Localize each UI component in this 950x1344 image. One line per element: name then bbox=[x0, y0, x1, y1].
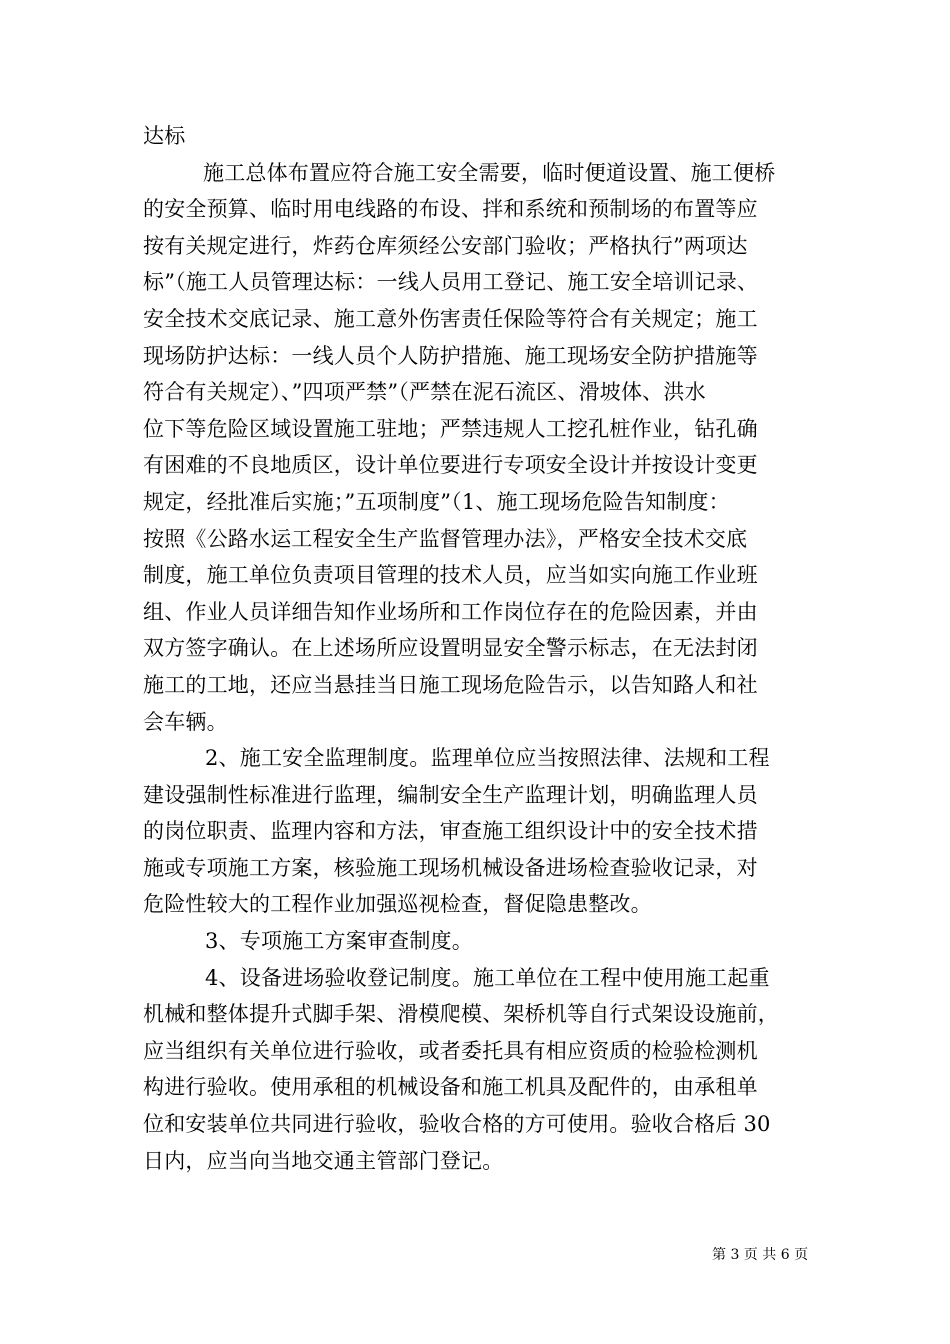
text-line: 日内，应当向当地交通主管部门登记。 bbox=[143, 1148, 504, 1173]
text-line: 安全技术交底记录、施工意外伤害责任保险等符合有关规定；施工 bbox=[143, 306, 758, 331]
text-line: 双方签字确认。在上述场所应设置明显安全警示标志，在无法封闭 bbox=[143, 636, 758, 661]
text-line: 应当组织有关单位进行验收，或者委托具有相应资质的检验检测机 bbox=[143, 1038, 758, 1063]
text-line: 施工的工地，还应当悬挂当日施工现场危险告示，以告知路人和社 bbox=[143, 672, 758, 697]
text-line: 的岗位职责、监理内容和方法，审查施工组织设计中的安全技术措 bbox=[143, 819, 758, 844]
page-footer: 第 3 页 共 6 页 bbox=[712, 1247, 809, 1263]
text-line: 会车辆。 bbox=[143, 709, 228, 734]
document-body bbox=[143, 118, 813, 1179]
text-line: 组、作业人员详细告知作业场所和工作岗位存在的危险因素，并由 bbox=[143, 599, 758, 624]
text-line: 的安全预算、临时用电线路的布设、拌和系统和预制场的布置等应 bbox=[143, 197, 758, 222]
text-line: 有困难的不良地质区，设计单位要进行专项安全设计并按设计变更 bbox=[143, 453, 758, 478]
text-line: 现场防护达标：一线人员个人防护措施、施工现场安全防护措施等 bbox=[143, 343, 758, 368]
text-line: 机械和整体提升式脚手架、滑模爬模、架桥机等自行式架设设施前， bbox=[143, 1002, 779, 1027]
text-line: 按有关规定进行，炸药仓库须经公安部门验收；严格执行”两项达 bbox=[143, 233, 748, 258]
text-line: 建设强制性标准进行监理，编制安全生产监理计划，明确监理人员 bbox=[143, 782, 758, 807]
text-line: 构进行验收。使用承租的机械设备和施工机具及配件的，由承租单 bbox=[143, 1075, 758, 1100]
paragraph-start: 2、施工安全监理制度。监理单位应当按照法律、法规和工程 bbox=[205, 746, 770, 771]
text-line: 施或专项施工方案，核验施工现场机械设备进场检查验收记录，对 bbox=[143, 855, 758, 880]
text-line: 按照《公路水运工程安全生产监督管理办法》，严格安全技术交底 bbox=[143, 526, 748, 551]
text-line: 位和安装单位共同进行验收，验收合格的方可使用。验收合格后 30 bbox=[143, 1112, 771, 1137]
text-line: 标”（施工人员管理达标：一线人员用工登记、施工安全培训记录、 bbox=[143, 270, 759, 295]
paragraph-start: 4、设备进场验收登记制度。施工单位在工程中使用施工起重 bbox=[205, 965, 770, 990]
paragraph-start: 施工总体布置应符合施工安全需要，临时便道设置、施工便桥 bbox=[203, 160, 776, 185]
text-line: 制度，施工单位负责项目管理的技术人员，应当如实向施工作业班 bbox=[143, 563, 758, 588]
text-line: 位下等危险区域设置施工驻地；严禁违规人工挖孔桩作业，钻孔确 bbox=[143, 416, 758, 441]
paragraph-start: 3、专项施工方案审查制度。 bbox=[205, 929, 473, 954]
text-line: 达标 bbox=[143, 124, 186, 148]
text-line: 符合有关规定）、”四项严禁”（严禁在泥石流区、滑坡体、洪水 bbox=[143, 380, 706, 405]
text-line: 规定，经批准后实施；”五项制度”（1、施工现场危险告知制度： bbox=[143, 489, 730, 514]
text-line: 危险性较大的工程作业加强巡视检查，督促隐患整改。 bbox=[143, 892, 652, 917]
